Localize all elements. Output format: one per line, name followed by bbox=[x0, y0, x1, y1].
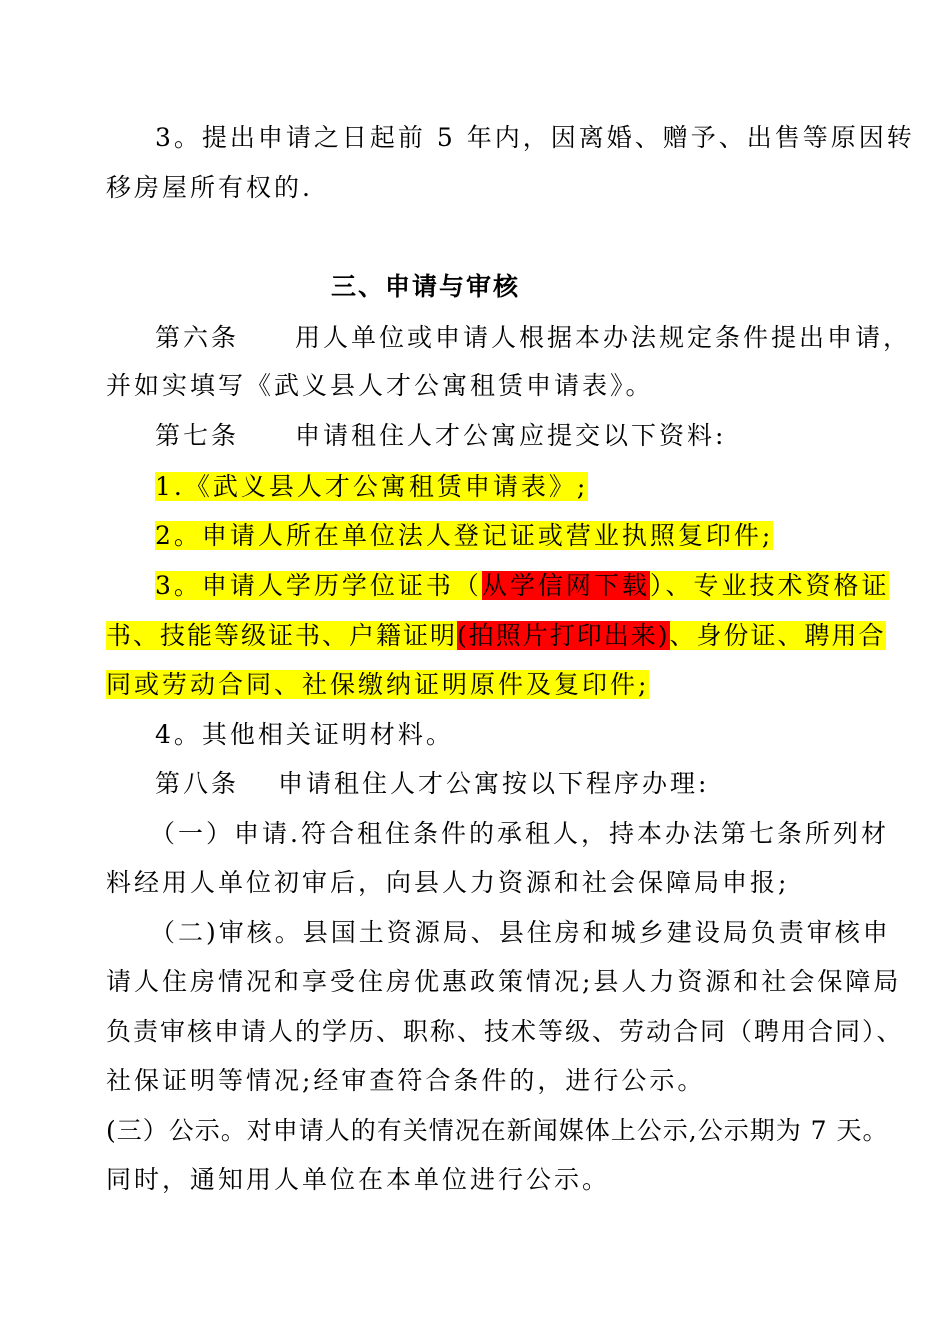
item-3-line-1 bbox=[155, 569, 889, 603]
item-1 bbox=[155, 470, 588, 504]
item-3-red-note-2: (拍照片打印出来) bbox=[457, 621, 670, 650]
procedure-1-line-2: 料经用人单位初审后，向县人力资源和社会保障局申报; bbox=[106, 868, 790, 897]
item-3-line-2 bbox=[106, 619, 886, 653]
article-6-line-2: 并如实填写《武义县人才公寓租赁申请表》。 bbox=[106, 371, 654, 400]
item-3-text-d: 、身份证、聘用合 bbox=[669, 621, 886, 650]
item-2 bbox=[155, 519, 773, 553]
item-3-text-c: 书、技能等级证书、户籍证明 bbox=[106, 621, 458, 650]
article-6-line-1: 第六条 用人单位或申请人根据本办法规定条件提出申请， bbox=[155, 323, 912, 352]
procedure-2-line-1: （二)审核。县国土资源局、县住房和城乡建设局负责审核申 bbox=[150, 918, 891, 947]
item-3-line-3 bbox=[106, 668, 649, 702]
section-title: 三、申请与审核 bbox=[331, 272, 521, 301]
article-8-line-1: 第八条 申请租住人才公寓按以下程序办理: bbox=[155, 769, 710, 798]
procedure-2-line-4: 社保证明等情况;经审查符合条件的，进行公示。 bbox=[106, 1066, 706, 1095]
procedure-1-line-1: （一）申请.符合租住条件的承租人，持本办法第七条所列材 bbox=[150, 819, 889, 848]
item-3-text-a: 3。申请人学历学位证书（ bbox=[155, 571, 482, 600]
item-3-text-e: 同或劳动合同、社保缴纳证明原件及复印件; bbox=[106, 670, 650, 699]
article-7-line-1: 第七条 申请租住人才公寓应提交以下资料: bbox=[155, 421, 727, 450]
item-3-text-b: ）、专业技术资格证 bbox=[649, 571, 890, 600]
clause-3-line-2: 移房屋所有权的. bbox=[106, 173, 313, 202]
clause-3-line-1: 3。提出申请之日起前 5 年内，因离婚、赠予、出售等原因转 bbox=[155, 123, 915, 152]
procedure-2-line-2: 请人住房情况和享受住房优惠政策情况;县人力资源和社会保障局 bbox=[106, 967, 902, 996]
item-1-text: 1.《武义县人才公寓租赁申请表》; bbox=[155, 472, 589, 501]
item-4: 4。其他相关证明材料。 bbox=[155, 720, 454, 749]
item-3-red-note-1: 从学信网下载 bbox=[481, 571, 650, 600]
procedure-3-line-1: (三）公示。对申请人的有关情况在新闻媒体上公示,公示期为 7 天。 bbox=[106, 1116, 889, 1145]
procedure-2-line-3: 负责审核申请人的学历、职称、技术等级、劳动合同（聘用合同）、 bbox=[106, 1017, 904, 1046]
procedure-3-line-2: 同时，通知用人单位在本单位进行公示。 bbox=[106, 1165, 611, 1194]
item-2-text: 2。申请人所在单位法人登记证或营业执照复印件; bbox=[155, 521, 774, 550]
